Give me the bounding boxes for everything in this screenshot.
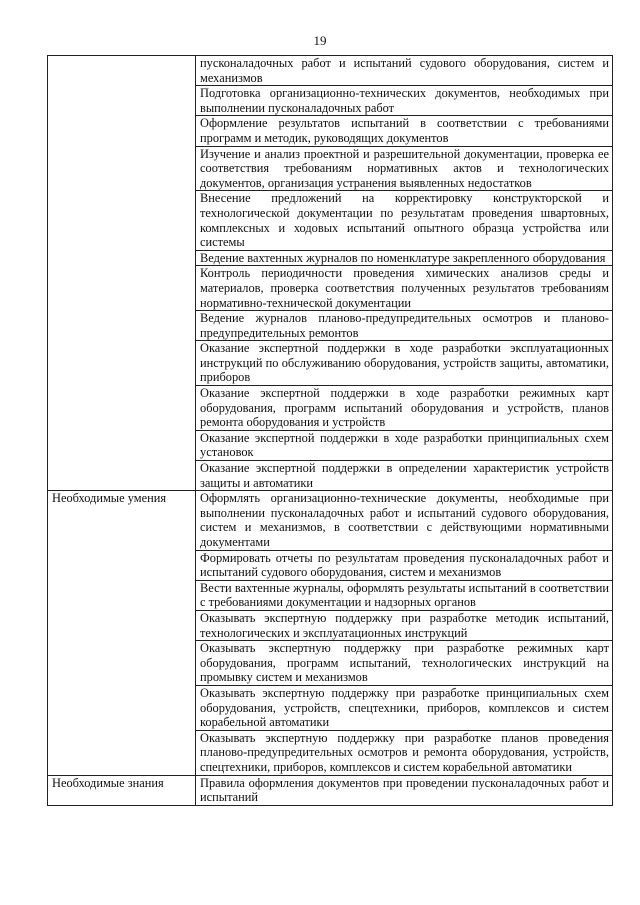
page-number: 19 [313,33,327,48]
table-row [48,56,613,86]
table-row [48,775,613,805]
requirement-text: Правила оформления документов при проведении пусконаладочных работ и испытаний [196,775,613,805]
section-label: Необходимые умения [48,491,196,775]
requirement-text: Оказывать экспертную поддержку при разработке режимных карт оборудования, программ испытаний, технологических инструкций на промывку систем и механизмов [196,641,613,686]
requirements-table [47,55,613,806]
requirement-text: пусконаладочных работ и испытаний судового оборудования, систем и механизмов [196,56,613,86]
section-label: Необходимые знания [48,775,196,805]
requirement-text: Оформлять организационно-технические документы, необходимые при выполнении пусконаладочных работ и испытаний судового оборудования, систем и механизмов, в соответствии с действующими нормативными документами [196,491,613,550]
table-row [48,491,613,550]
requirement-text: Оказание экспертной поддержки в ходе разработки принципиальных схем установок [196,430,613,460]
requirement-text: Ведение вахтенных журналов по номенклатуре закрепленного оборудования [196,250,613,266]
section-label [48,56,196,491]
requirement-text: Оказывать экспертную поддержку при разработке планов проведения планово-предупредительных осмотров и ремонта оборудования, устройств, спецтехники, приборов, комплексов и систем корабельной автоматики [196,730,613,775]
requirement-text: Оказывать экспертную поддержку при разработке принципиальных схем оборудования, устройств, спецтехники, приборов, комплексов и систем корабельной автоматики [196,685,613,730]
requirement-text: Вести вахтенные журналы, оформлять результаты испытаний в соответствии с требованиями документации и надзорных органов [196,580,613,610]
requirement-text: Формировать отчеты по результатам проведения пусконаладочных работ и испытаний судового оборудования, систем и механизмов [196,550,613,580]
requirement-text: Внесение предложений на корректировку конструкторской и технологической документации по результатам проведения швартовных, комплексных и ходовых испытаний опытного образца устройства или системы [196,191,613,250]
requirement-text: Оказание экспертной поддержки в ходе разработки эксплуатационных инструкций по обслуживанию оборудования, устройств защиты, автоматики, приборов [196,341,613,386]
requirement-text: Оказание экспертной поддержки в определении характеристик устройств защиты и автоматики [196,461,613,491]
requirement-text: Изучение и анализ проектной и разрешительной документации, проверка ее соответствия требованиям нормативных актов и технологических документов, организация устранения выявленных недостатков [196,146,613,191]
requirement-text: Ведение журналов планово-предупредительных осмотров и планово-предупредительных ремонтов [196,311,613,341]
requirement-text: Подготовка организационно-технических документов, необходимых при выполнении пусконаладочных работ [196,86,613,116]
requirement-text: Оказывать экспертную поддержку при разработке методик испытаний, технологических и эксплуатационных инструкций [196,610,613,640]
table-body [48,56,613,806]
requirement-text: Оказание экспертной поддержки в ходе разработки режимных карт оборудования, программ испытаний оборудования и устройств, планов ремонта оборудования и устройств [196,386,613,431]
requirement-text: Контроль периодичности проведения химических анализов среды и материалов, проверка соответствия полученных результатов требованиям нормативно-технической документации [196,266,613,311]
requirement-text: Оформление результатов испытаний в соответствии с требованиями программ и методик, руководящих документов [196,116,613,146]
